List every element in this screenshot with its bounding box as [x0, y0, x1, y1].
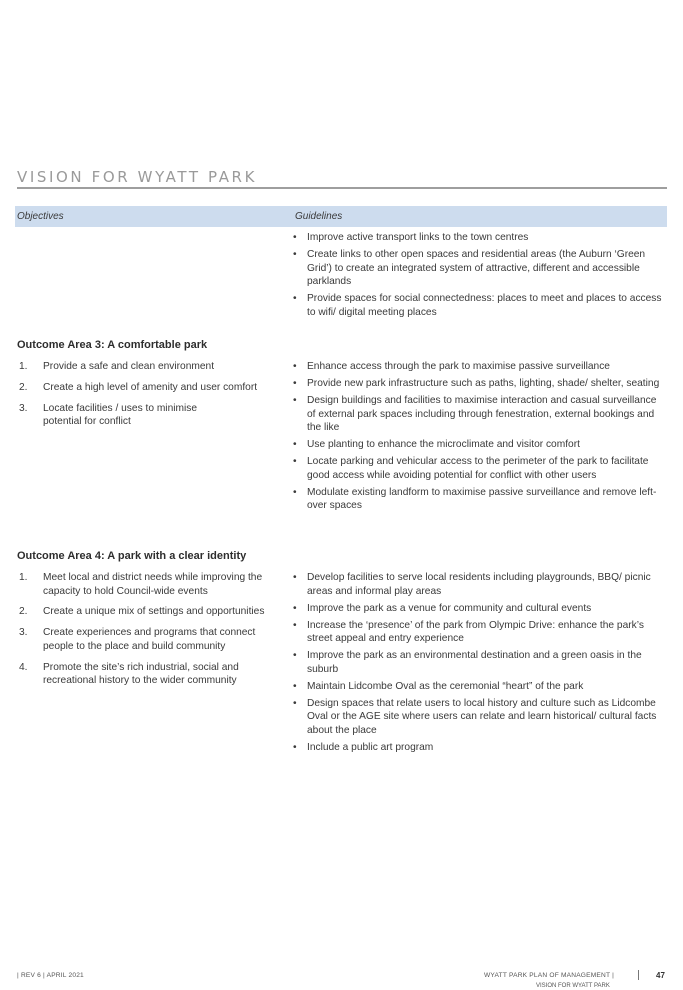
objective-item: 3. Create experiences and programs that connect people to the place and build community: [19, 627, 256, 652]
guideline-item: • Improve the park as a venue for community and cultural events: [293, 602, 665, 616]
guideline-item: • Include a public art program: [293, 741, 665, 755]
footer-divider: [638, 970, 639, 980]
intro-guidelines-list: [293, 231, 665, 323]
outcome-area-3-objectives: [17, 360, 287, 436]
footer-document-title: WYATT PARK PLAN OF MANAGEMENT |: [484, 972, 615, 979]
guideline-item: • Use planting to enhance the microclimate and visitor comfort: [293, 438, 665, 452]
outcome-area-4-guidelines: [293, 571, 665, 758]
outcome-area-4-objectives: [17, 571, 287, 695]
guideline-item: • Develop facilities to serve local residents including playgrounds, BBQ/ picnic areas and informal play areas: [293, 571, 665, 598]
guideline-item: • Create links to other open spaces and residential areas (the Auburn ‘Green Grid’) to create an integrated system of attractive, different and accessible parklands: [293, 248, 665, 289]
outcome-area-3-guidelines: [293, 360, 665, 516]
guideline-item: • Design buildings and facilities to maximise interaction and casual surveillance of external park spaces including through fenestration, external bookings and the like: [293, 394, 665, 435]
guideline-item: • Provide new park infrastructure such as paths, lighting, shade/ shelter, seating: [293, 377, 665, 391]
footer-revision: | REV 6 | APRIL 2021: [17, 972, 84, 979]
outcome-area-3-heading: Outcome Area 3: A comfortable park: [17, 339, 208, 351]
objective-item: 3. Locate facilities / uses to minimise potential for conflict: [19, 402, 198, 428]
guidelines-column-header: Guidelines: [295, 211, 343, 222]
objective-item: 2. Create a high level of amenity and user comfort: [19, 381, 258, 393]
objective-item: 1. Meet local and district needs while improving the capacity to hold Council-wide events: [19, 572, 263, 597]
guideline-item: • Improve active transport links to the town centres: [293, 231, 665, 245]
table-header: [15, 206, 667, 227]
guideline-item: • Locate parking and vehicular access to the perimeter of the park to facilitate good access while avoiding potential for conflict with other users: [293, 455, 665, 482]
guideline-item: • Enhance access through the park to maximise passive surveillance: [293, 360, 665, 374]
title-divider: [17, 187, 667, 189]
guideline-item: • Modulate existing landform to maximise passive surveillance and remove left-over spaces: [293, 486, 665, 513]
guideline-item: • Increase the ‘presence’ of the park from Olympic Drive: enhance the park’s street appeal and entry experience: [293, 619, 665, 646]
objective-item: 2. Create a unique mix of settings and opportunities: [19, 606, 265, 618]
objectives-column-header: Objectives: [17, 211, 64, 222]
guideline-item: • Design spaces that relate users to local history and culture such as Lidcombe Oval or the AGE site where users can relate and learn historical/ cultural facts about the place: [293, 697, 665, 738]
guideline-item: • Provide spaces for social connectedness: places to meet and places to access to wifi/ digital meeting places: [293, 292, 665, 319]
objective-item: 1. Provide a safe and clean environment: [19, 361, 215, 372]
outcome-area-4-heading: Outcome Area 4: A park with a clear identity: [17, 550, 247, 562]
guideline-item: • Maintain Lidcombe Oval as the ceremonial “heart” of the park: [293, 680, 665, 694]
guideline-item: • Improve the park as an environmental destination and a green oasis in the suburb: [293, 649, 665, 676]
objective-item: 4. Promote the site’s rich industrial, social and recreational history to the wider community: [19, 661, 239, 687]
page-number: 47: [656, 971, 665, 980]
page-title: VISION FOR WYATT PARK: [17, 168, 258, 186]
footer-section-title: VISION FOR WYATT PARK: [536, 983, 610, 989]
